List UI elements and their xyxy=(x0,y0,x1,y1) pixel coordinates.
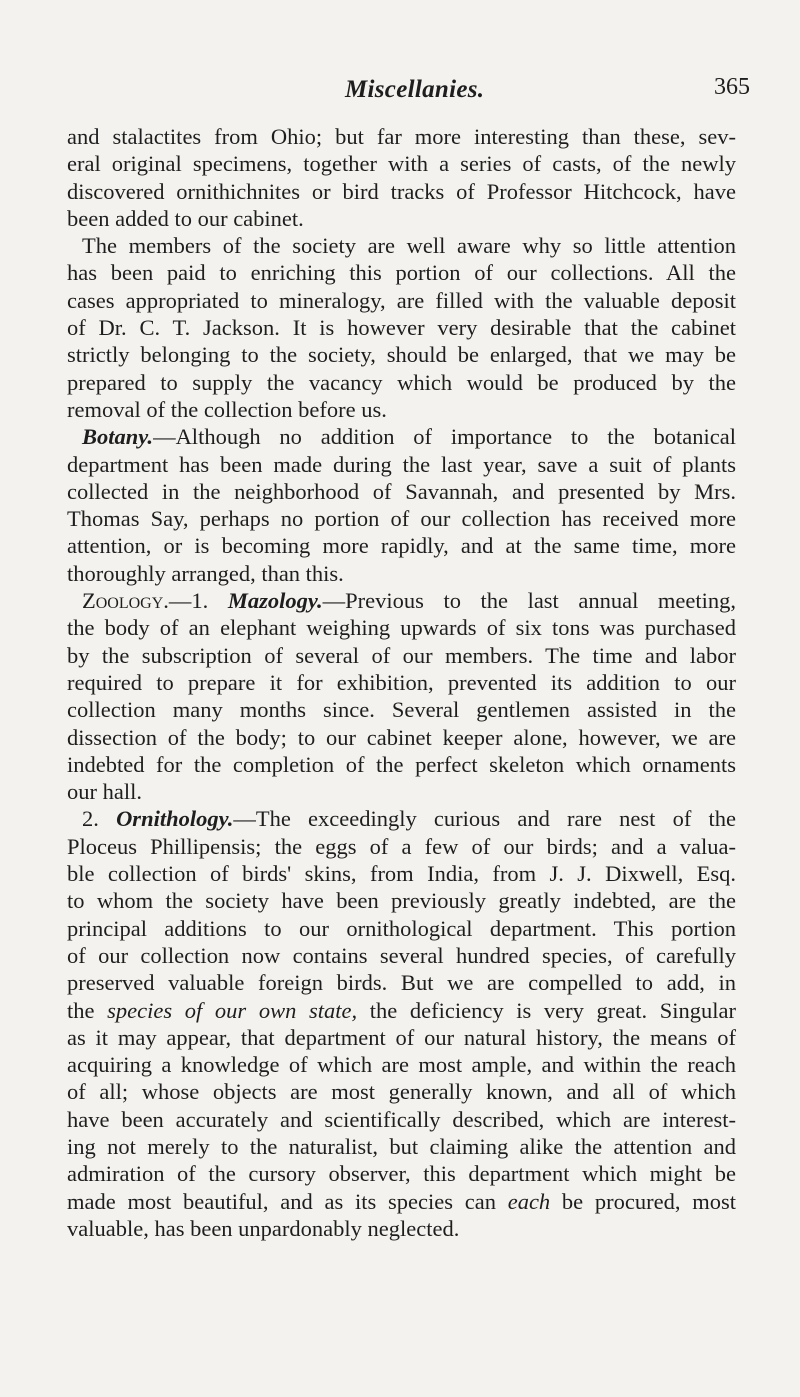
text-line xyxy=(67,1051,736,1078)
italic-phrase: Botany. xyxy=(82,424,154,450)
page-number: 365 xyxy=(714,74,750,100)
text-line xyxy=(67,150,736,177)
line-text: attention, or is becoming more rapidly, and at the same time, more xyxy=(67,533,736,559)
line-text: The members of the society are well aware why so little attention xyxy=(82,233,736,259)
line-text: have been accurately and scientifically described, which are interest- xyxy=(67,1106,736,1132)
line-text: Ploceus Phillipensis; the eggs of a few of our birds; and a valua- xyxy=(67,833,736,859)
text-line xyxy=(67,669,736,696)
italic-phrase: Mazology. xyxy=(227,588,323,614)
line-text: —Although no addition of importance to the botanical xyxy=(153,424,736,450)
line-text: and stalactites from Ohio; but far more interesting than these, sev- xyxy=(67,124,736,149)
text-line xyxy=(67,341,736,368)
text-line xyxy=(67,178,736,205)
italic-phrase: each xyxy=(507,1188,551,1214)
line-text: admiration of the cursory observer, this department which might be xyxy=(67,1161,736,1187)
line-text: the body of an elephant weighing upwards of six tons was purchased xyxy=(67,615,736,641)
text-line xyxy=(67,805,736,832)
text-line xyxy=(67,1215,736,1242)
text-line xyxy=(67,1160,736,1187)
text-line xyxy=(67,751,736,778)
line-text: our hall. xyxy=(67,779,142,805)
line-text: has been paid to enriching this portion of our collections. All the xyxy=(67,260,736,286)
page-header xyxy=(0,62,800,102)
text-line xyxy=(67,997,736,1024)
line-text: collection many months since. Several gentlemen assisted in the xyxy=(67,697,736,723)
line-text: Thomas Say, perhaps no portion of our collection has received more xyxy=(67,506,736,532)
line-text: be procured, most xyxy=(550,1188,736,1214)
line-number-marker: 2. xyxy=(82,806,117,832)
text-line xyxy=(67,614,736,641)
line-text: as it may appear, that department of our natural history, the means of xyxy=(67,1024,736,1050)
line-text: required to prepare it for exhibition, prevented its addition to our xyxy=(67,669,736,695)
line-text: eral original specimens, together with a series of casts, of the newly xyxy=(67,151,736,177)
text-line xyxy=(67,259,736,286)
line-text: prepared to supply the vacancy which would be produced by the xyxy=(67,369,736,395)
line-text: been added to our cabinet. xyxy=(67,205,304,231)
text-line xyxy=(67,1024,736,1051)
line-text: by the subscription of several of our members. The time and labor xyxy=(67,642,736,668)
line-text: cases appropriated to mineralogy, are filled with the valuable deposit xyxy=(67,287,736,313)
body-text xyxy=(67,123,736,1242)
line-text: the deficiency is very great. Singular xyxy=(357,997,736,1023)
text-line xyxy=(67,1188,736,1215)
text-line xyxy=(67,560,736,587)
line-text: acquiring a knowledge of which are most ample, and within the reach xyxy=(67,1052,736,1078)
line-number-marker: —1. xyxy=(168,588,228,614)
section-heading: Zoology. xyxy=(82,588,169,614)
text-line xyxy=(67,1133,736,1160)
text-line xyxy=(67,860,736,887)
text-line xyxy=(67,423,736,450)
text-line xyxy=(67,1078,736,1105)
text-line xyxy=(67,587,736,614)
text-line xyxy=(67,232,736,259)
text-line xyxy=(67,969,736,996)
text-line xyxy=(67,1106,736,1133)
line-text: indebted for the completion of the perfect skeleton which ornaments xyxy=(67,751,736,777)
text-line xyxy=(67,369,736,396)
line-text: removal of the collection before us. xyxy=(67,396,387,422)
line-text: strictly belonging to the society, should be enlarged, that we may be xyxy=(67,342,736,368)
text-line xyxy=(67,887,736,914)
line-text: department has been made during the last year, save a suit of plants xyxy=(67,451,736,477)
text-line xyxy=(67,833,736,860)
line-text: of our collection now contains several hundred species, of carefully xyxy=(67,942,736,968)
text-line xyxy=(67,451,736,478)
text-line xyxy=(67,724,736,751)
line-text: of all; whose objects are most generally known, and all of which xyxy=(67,1079,736,1105)
text-line xyxy=(67,532,736,559)
line-text: collected in the neighborhood of Savannah, and presented by Mrs. xyxy=(67,478,736,504)
text-line xyxy=(67,396,736,423)
text-line xyxy=(67,696,736,723)
line-text: to whom the society have been previously greatly indebted, are the xyxy=(67,888,736,914)
line-text: discovered ornithichnites or bird tracks of Professor Hitchcock, have xyxy=(67,178,736,204)
line-text: preserved valuable foreign birds. But we are compelled to add, in xyxy=(67,970,736,996)
line-text: —Previous to the last annual meeting, xyxy=(322,588,737,614)
text-line xyxy=(67,287,736,314)
line-prefix: made most beautiful, and as its species can xyxy=(67,1188,508,1214)
line-text: principal additions to our ornithological department. This portion xyxy=(67,915,736,941)
line-prefix: the xyxy=(67,997,108,1023)
text-line xyxy=(67,505,736,532)
line-text: thoroughly arranged, than this. xyxy=(67,560,344,586)
line-text: —The exceedingly curious and rare nest of the xyxy=(233,806,736,832)
text-line xyxy=(67,778,736,805)
line-text: ing not merely to the naturalist, but claiming alike the attention and xyxy=(67,1133,736,1159)
running-title: Miscellanies. xyxy=(345,76,485,103)
line-text: of Dr. C. T. Jackson. It is however very desirable that the cabinet xyxy=(67,315,736,341)
text-line xyxy=(67,942,736,969)
line-text: dissection of the body; to our cabinet keeper alone, however, we are xyxy=(67,724,736,750)
text-line xyxy=(67,314,736,341)
text-line xyxy=(67,642,736,669)
italic-phrase: Ornithology. xyxy=(116,806,234,832)
text-line xyxy=(67,478,736,505)
line-text: ble collection of birds' skins, from India, from J. J. Dixwell, Esq. xyxy=(67,861,736,887)
text-line xyxy=(67,123,736,150)
text-line xyxy=(67,915,736,942)
italic-phrase: species of our own state, xyxy=(107,997,358,1023)
line-text: valuable, has been unpardonably neglected. xyxy=(67,1215,460,1241)
text-line xyxy=(67,205,736,232)
